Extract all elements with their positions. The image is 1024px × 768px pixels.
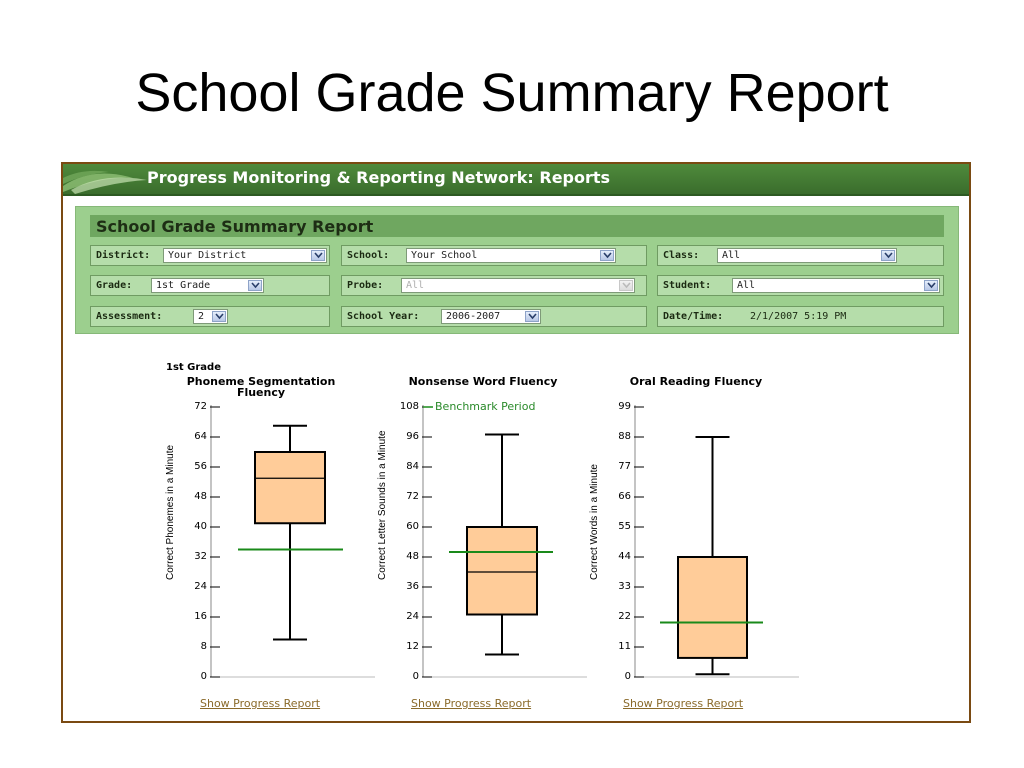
y-tick-label: 88 [618, 431, 631, 442]
y-tick-label: 40 [194, 521, 207, 532]
district-label: District: [96, 250, 151, 261]
assessment-select[interactable] [193, 309, 228, 324]
y-tick-label: 33 [618, 581, 631, 592]
y-tick-label: 48 [406, 551, 419, 562]
assessment-value: 2 [198, 311, 205, 322]
y-tick-label: 16 [194, 611, 207, 622]
student-label: Student: [663, 280, 712, 291]
probe-select[interactable] [401, 278, 635, 293]
chart-title: Phoneme Segmentation Fluency [186, 375, 336, 399]
chevron-down-icon[interactable] [924, 280, 938, 291]
iqr-box [467, 527, 537, 615]
school-label: School: [347, 250, 390, 261]
report-heading: School Grade Summary Report [96, 217, 374, 236]
show-progress-report-link[interactable]: Show Progress Report [623, 697, 744, 710]
grade-value: 1st Grade [156, 280, 211, 291]
probe-filter [341, 275, 647, 296]
student-select[interactable] [732, 278, 940, 293]
grade-select[interactable] [151, 278, 264, 293]
app-title: Progress Monitoring & Reporting Network: Reports [147, 168, 611, 187]
school-year-filter [341, 306, 647, 327]
y-tick-label: 108 [399, 401, 419, 412]
iqr-box [255, 452, 325, 523]
chevron-down-icon[interactable] [248, 280, 262, 291]
app-banner [63, 164, 969, 196]
y-axis-label: Correct Phonemes in a Minute [165, 444, 176, 580]
y-tick-label: 22 [618, 611, 631, 622]
y-tick-label: 56 [194, 461, 207, 472]
student-filter [657, 275, 944, 296]
class-value: All [722, 250, 741, 261]
show-progress-report-link[interactable]: Show Progress Report [411, 697, 532, 710]
y-tick-label: 64 [194, 431, 207, 442]
chevron-down-icon[interactable] [881, 250, 895, 261]
student-value: All [737, 280, 756, 291]
school-select[interactable] [406, 248, 616, 263]
datetime-value: 2/1/2007 5:19 PM [750, 311, 847, 322]
y-tick-label: 72 [406, 491, 419, 502]
y-tick-label: 12 [406, 641, 419, 652]
y-axis-label: Correct Words in a Minute [589, 464, 600, 580]
y-tick-label: 60 [406, 521, 419, 532]
probe-label: Probe: [347, 280, 384, 291]
y-tick-label: 11 [618, 641, 631, 652]
assessment-filter [90, 306, 330, 327]
benchmark-legend-label: Benchmark Period [435, 400, 536, 413]
y-tick-label: 55 [618, 521, 631, 532]
slide-title: School Grade Summary Report [135, 63, 889, 123]
school-year-label: School Year: [347, 311, 420, 322]
y-tick-label: 48 [194, 491, 207, 502]
y-axis-label: Correct Letter Sounds in a Minute [377, 430, 388, 580]
school-value: Your School [411, 250, 478, 261]
chart-title: Nonsense Word Fluency [408, 375, 558, 388]
school-year-select[interactable] [441, 309, 541, 324]
y-tick-label: 8 [200, 641, 207, 652]
datetime-field [657, 306, 944, 327]
grade-heading: 1st Grade [166, 362, 221, 373]
y-tick-label: 44 [618, 551, 631, 562]
chevron-down-icon[interactable] [311, 250, 325, 261]
chevron-down-icon[interactable] [212, 311, 226, 322]
charts-area [63, 344, 969, 714]
app-window [61, 162, 971, 723]
class-label: Class: [663, 250, 700, 261]
assessment-label: Assessment: [96, 311, 163, 322]
y-tick-label: 24 [194, 581, 207, 592]
y-tick-label: 24 [406, 611, 419, 622]
y-tick-label: 77 [618, 461, 631, 472]
report-heading-bar [90, 215, 944, 237]
y-tick-label: 0 [624, 671, 631, 682]
y-tick-label: 96 [406, 431, 419, 442]
iqr-box [678, 557, 747, 658]
chevron-down-icon[interactable] [525, 311, 539, 322]
y-tick-label: 66 [618, 491, 631, 502]
district-filter [90, 245, 330, 266]
class-filter [657, 245, 944, 266]
class-select[interactable] [717, 248, 897, 263]
district-select[interactable] [163, 248, 327, 263]
filter-panel [75, 206, 959, 334]
chevron-down-icon[interactable] [600, 250, 614, 261]
y-tick-label: 84 [406, 461, 419, 472]
grade-filter [90, 275, 330, 296]
y-tick-label: 0 [412, 671, 419, 682]
show-progress-report-link[interactable]: Show Progress Report [200, 697, 321, 710]
y-tick-label: 0 [200, 671, 207, 682]
y-tick-label: 72 [194, 401, 207, 412]
school-year-value: 2006-2007 [446, 311, 501, 322]
leaf-logo-icon [63, 164, 153, 194]
y-tick-label: 36 [406, 581, 419, 592]
chevron-down-icon[interactable] [619, 280, 633, 291]
chart-title: Oral Reading Fluency [629, 375, 763, 388]
y-tick-label: 32 [194, 551, 207, 562]
probe-value: All [406, 280, 425, 291]
school-filter [341, 245, 647, 266]
datetime-label: Date/Time: [663, 311, 724, 322]
y-tick-label: 99 [618, 401, 631, 412]
grade-label: Grade: [96, 280, 133, 291]
district-value: Your District [168, 250, 247, 261]
